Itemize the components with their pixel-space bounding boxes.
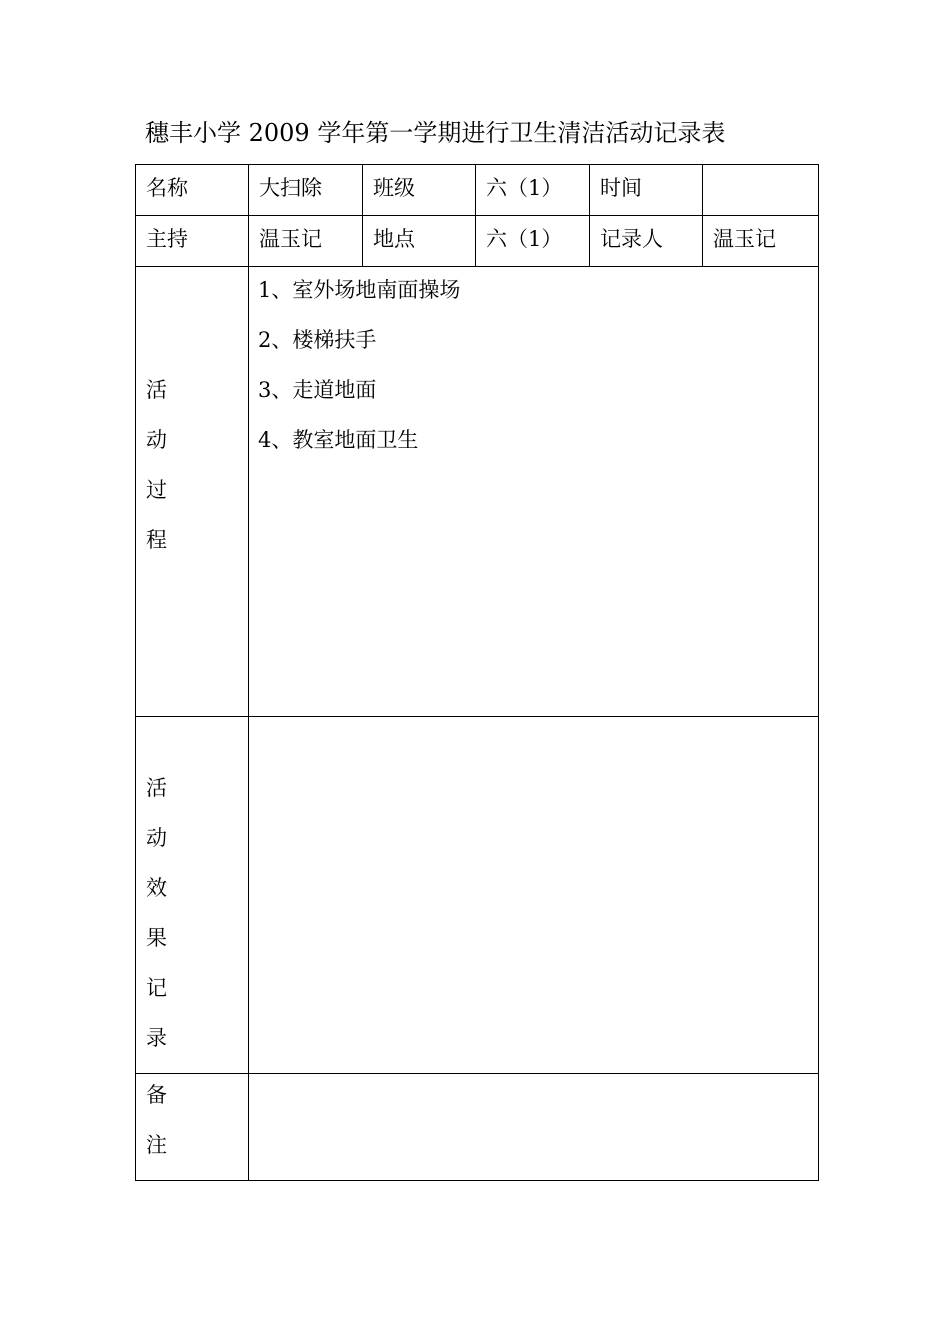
effect-label-char: 记 (146, 976, 167, 1000)
class-value: 六（1） (486, 176, 563, 200)
list-item: 3、走道地面 (258, 378, 377, 402)
place-label-cell (363, 216, 476, 267)
process-label-char: 活 (146, 378, 167, 402)
host-label-cell (136, 216, 249, 267)
time-label-cell (590, 165, 703, 216)
remarks-label (136, 1074, 248, 1180)
activity-record-table (135, 164, 819, 1181)
host-label: 主持 (146, 227, 188, 251)
process-label-char: 程 (146, 528, 167, 552)
effect-label-char: 效 (146, 876, 167, 900)
effect-label-char: 活 (146, 776, 167, 800)
effect-content-cell (249, 717, 819, 1074)
name-label: 名称 (146, 176, 188, 200)
effect-label-cell (136, 717, 249, 1074)
list-item: 4、教室地面卫生 (258, 428, 419, 452)
effect-label (136, 717, 248, 1073)
class-label: 班级 (373, 176, 415, 200)
name-label-cell (136, 165, 249, 216)
place-value-cell (476, 216, 590, 267)
time-value (703, 165, 818, 173)
place-label: 地点 (373, 227, 415, 251)
table-row-effect (136, 717, 819, 1074)
process-label-cell (136, 267, 249, 717)
recorder-label-cell (590, 216, 703, 267)
remarks-label-cell (136, 1074, 249, 1181)
recorder-label: 记录人 (600, 227, 663, 251)
process-label (136, 267, 248, 575)
remarks-label-char: 备 (146, 1083, 167, 1107)
name-value-cell (249, 165, 363, 216)
host-value-cell (249, 216, 363, 267)
process-list (249, 267, 818, 475)
process-label-char: 过 (146, 478, 167, 502)
table-row-remarks (136, 1074, 819, 1181)
effect-content (249, 717, 818, 725)
name-value: 大扫除 (259, 176, 322, 200)
list-item: 1、室外场地南面操场 (258, 278, 461, 302)
recorder-value-cell (703, 216, 819, 267)
effect-label-char: 录 (146, 1026, 167, 1050)
class-value-cell (476, 165, 590, 216)
list-item: 2、楼梯扶手 (258, 328, 377, 352)
host-value: 温玉记 (259, 227, 322, 251)
process-content-cell (249, 267, 819, 717)
document-title: 穗丰小学 2009 学年第一学期进行卫生清洁活动记录表 (145, 119, 726, 147)
recorder-value: 温玉记 (713, 227, 776, 251)
remarks-content (249, 1074, 818, 1082)
time-value-cell (703, 165, 819, 216)
table-row-host (136, 216, 819, 267)
process-label-char: 动 (146, 428, 167, 452)
place-value: 六（1） (486, 227, 563, 251)
table-row-name (136, 165, 819, 216)
class-label-cell (363, 165, 476, 216)
effect-label-char: 果 (146, 926, 167, 950)
table-row-process (136, 267, 819, 717)
effect-label-char: 动 (146, 826, 167, 850)
remarks-content-cell (249, 1074, 819, 1181)
time-label: 时间 (600, 176, 642, 200)
remarks-label-char: 注 (146, 1133, 167, 1157)
